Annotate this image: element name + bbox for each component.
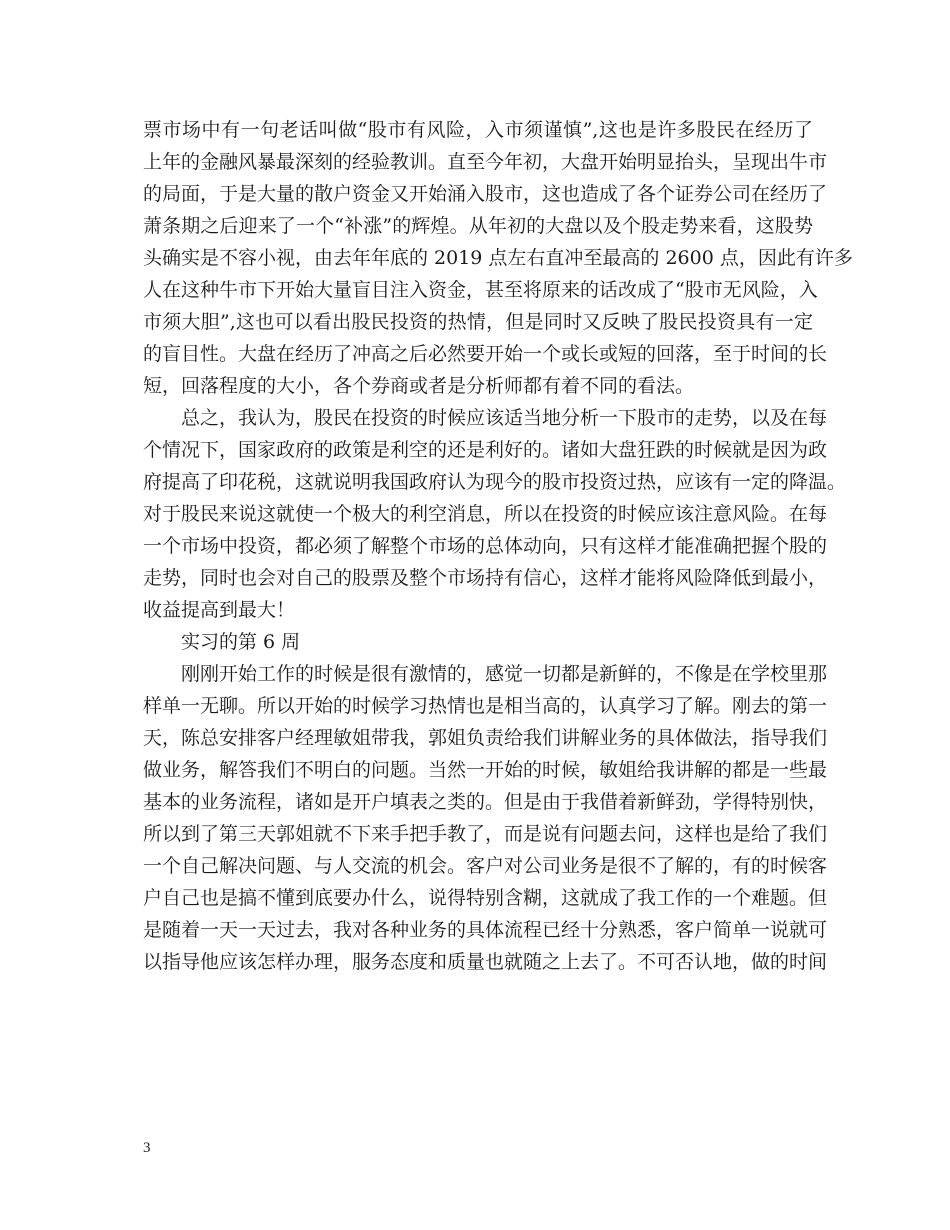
- text-line: 市须大胆”,这也可以看出股民投资的热情，但是同时又反映了股民投资具有一定: [143, 311, 813, 333]
- page-number: 3: [143, 1140, 151, 1156]
- text-line: 是随着一天一天过去，我对各种业务的具体流程已经十分熟悉，客户简单一说就可: [143, 919, 828, 941]
- text-line: 短，回落程度的大小，各个券商或者是分析师都有着不同的看法。: [143, 375, 695, 397]
- text-line: 的盲目性。大盘在经历了冲高之后必然要开始一个或长或短的回落，至于时间的长: [143, 343, 828, 365]
- text-line: 收益提高到最大！: [143, 599, 296, 621]
- text-line: 个情况下，国家政府的政策是利空的还是利好的。诸如大盘狂跌的时候就是因为政: [143, 439, 828, 461]
- text-line: 所以到了第三天郭姐就不下来手把手教了，而是说有问题去问，这样也是给了我们: [143, 823, 828, 845]
- text-line: 上年的金融风暴最深刻的经验教训。直至今年初，大盘开始明显抬头，呈现出牛市: [143, 151, 828, 173]
- text-line: 一个市场中投资，都必须了解整个市场的总体动向，只有这样才能准确把握个股的: [143, 535, 828, 557]
- text-line: 一个自己解决问题、与人交流的机会。客户对公司业务是很不了解的，有的时候客: [143, 855, 828, 877]
- text-line: 天，陈总安排客户经理敏姐带我，郭姐负责给我们讲解业务的具体做法，指导我们: [143, 727, 828, 749]
- text-line: 的局面，于是大量的散户资金又开始涌入股市，这也造成了各个证券公司在经历了: [143, 183, 828, 205]
- text-line: 走势，同时也会对自己的股票及整个市场持有信心，这样才能将风险降低到最小，: [143, 567, 828, 589]
- text-line: 样单一无聊。所以开始的时候学习热情也是相当高的，认真学习了解。刚去的第一: [143, 695, 828, 717]
- body-text: [143, 114, 853, 978]
- text-line: 对于股民来说这就使一个极大的利空消息，所以在投资的时候应该注意风险。在每: [143, 503, 828, 525]
- text-line: 以指导他应该怎样办理，服务态度和质量也就随之上去了。不可否认地，做的时间: [143, 951, 828, 973]
- text-line: 人在这种牛市下开始大量盲目注入资金，甚至将原来的话改成了“股市无风险，入: [143, 279, 818, 301]
- text-line: 府提高了印花税，这就说明我国政府认为现今的股市投资过热，应该有一定的降温。: [143, 471, 847, 493]
- text-line: 做业务，解答我们不明白的问题。当然一开始的时候，敏姐给我讲解的都是一些最: [143, 759, 828, 781]
- text-line: 头确实是不容小视，由去年年底的 2019 点左右直冲至最高的 2600 点，因此有许多: [143, 247, 853, 269]
- text-line: 票市场中有一句老话叫做“股市有风险，入市须谨慎”,这也是许多股民在经历了: [143, 119, 813, 141]
- text-line: 户自己也是搞不懂到底要办什么，说得特别含糊，这就成了我工作的一个难题。但: [143, 887, 828, 909]
- text-line: 萧条期之后迎来了一个“补涨”的辉煌。从年初的大盘以及个股走势来看，这股势: [143, 215, 813, 237]
- text-line: 基本的业务流程，诸如是开户填表之类的。但是由于我借着新鲜劲，学得特别快，: [143, 791, 828, 813]
- section-heading: 实习的第 6 周: [181, 631, 301, 653]
- paragraph-start-line: 总之，我认为，股民在投资的时候应该适当地分析一下股市的走势，以及在每: [181, 407, 828, 429]
- paragraph-start-line: 刚刚开始工作的时候是很有激情的，感觉一切都是新鲜的，不像是在学校里那: [181, 663, 828, 685]
